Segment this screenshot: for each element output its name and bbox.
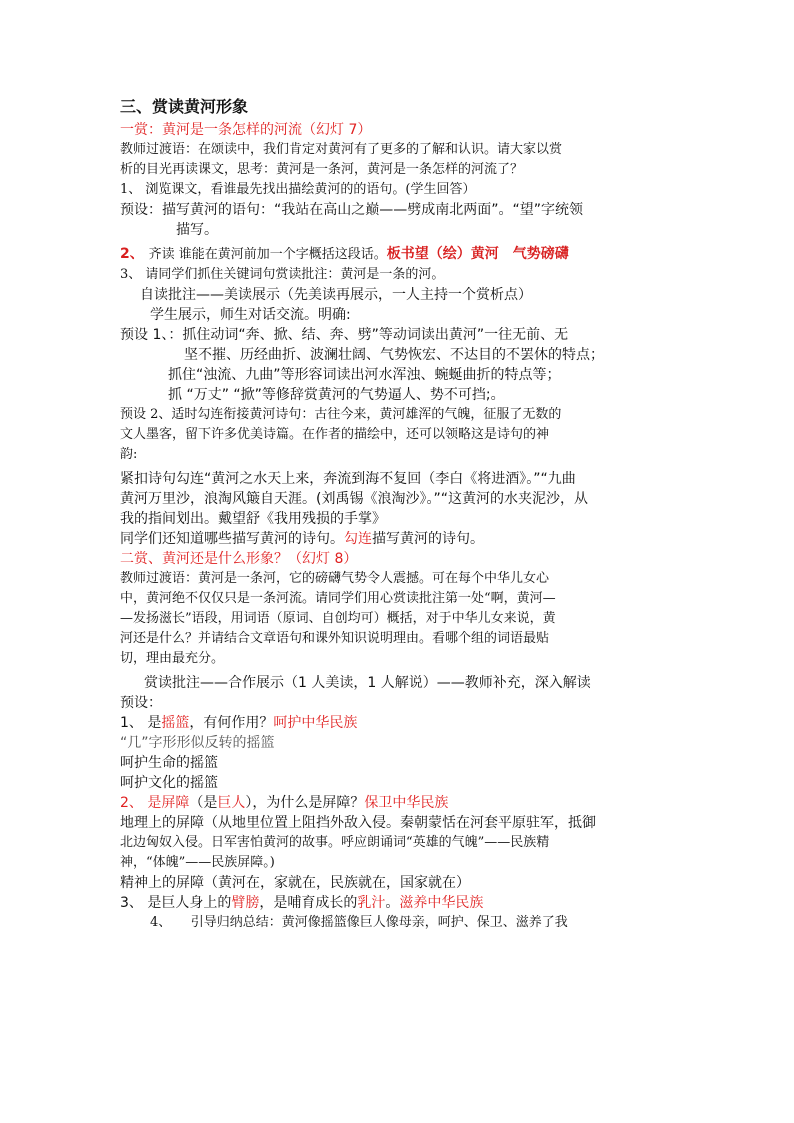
document-body — [120, 96, 680, 933]
s1-note-line: 学生展示，师生对话交流。明确: — [150, 307, 351, 323]
s2-intro-line: —发扬滋长”语段，用词语（原词、自创均可）概括，对于中华儿女来说，黄 — [120, 611, 556, 626]
text: 1、 是 — [120, 715, 162, 731]
s2-note: 赏读批注——合作展示（1 人美读，1 人解说）——教师补充，深入解读 — [144, 675, 591, 691]
highlight: 乳汁 — [357, 895, 386, 911]
board-note: 板书望（绘）黄河 气势磅礴 — [386, 246, 569, 262]
preset2-line: 我的指间划出。戴望舒《我用残损的手掌》 — [120, 511, 386, 527]
s1-item-3: 3、 请同学们抓住关键词句赏读批注：黄河是一条的河。 — [120, 267, 445, 282]
item-text: 齐读 谁能在黄河前加一个字概括这段话。 — [148, 247, 387, 262]
item2-line: 地理上的屏障（从地里位置上阻挡外敌入侵。秦朝蒙恬在河套平原驻军，抵御 — [120, 815, 596, 831]
preset-item-2 — [120, 793, 680, 813]
text: ，是哺育成长的 — [259, 895, 358, 911]
preset2-line: 文人墨客，留下许多优美诗篇。在作者的描绘中，还可以领略这是诗句的神 — [120, 427, 550, 442]
s1-intro-line: 析的目光再读课文，思考：黄河是一条河，黄河是一条怎样的河流了？ — [120, 162, 524, 177]
item-number: 2、 是 — [120, 795, 162, 811]
section-heading: 三、赏读黄河形象 — [120, 97, 249, 116]
text: ），为什么是屏障？ — [245, 795, 365, 811]
preset1-line: 抓住“浊流、九曲”等形容词读出河水浑浊、蜿蜒曲折的特点等； — [168, 367, 561, 383]
s2-intro-line: 切，理由最充分。 — [120, 651, 225, 666]
item2-line: 神，“体魄”——民族屏障。) — [120, 855, 275, 870]
preset2-line: 紧扣诗句勾连“黄河之水天上来，奔流到海不复回（李白《将进酒》。”“九曲 — [120, 471, 576, 487]
text: （是 — [189, 795, 218, 811]
text: 3、 是巨人身上的 — [120, 895, 232, 911]
highlight: 勾连 — [344, 531, 372, 547]
item2-line: 北边匈奴入侵。日军害怕黄河的故事。呼应朗诵词“英雄的气魄”——民族精 — [120, 835, 550, 850]
text: ，有何作用？ — [189, 715, 274, 731]
s1-item-1: 1、 浏览课文，看谁最先找出描绘黄河的的语句。(学生回答） — [120, 182, 476, 197]
s2-intro-line: 河还是什么？并请结合文章语句和课外知识说明理由。看哪个组的词语最贴 — [120, 631, 550, 646]
section2-title: 二赏、黄河还是什么形象？（幻灯 8） — [120, 551, 358, 567]
preset1-line: 坚不摧、历经曲折、波澜壮阔、气势恢宏、不达目的不罢休的特点； — [184, 347, 604, 363]
text: 。 — [385, 895, 400, 911]
preset-item-4: 4、 引导归纳总结：黄河像摇篮像巨人像母亲，呵护、保卫、滋养了我 — [150, 915, 568, 930]
highlight: 呵护中华民族 — [273, 715, 358, 731]
preset-item-3 — [120, 893, 680, 913]
preset2-line: 预设 2、适时勾连衔接黄河诗句：古往今来，黄河雄浑的气魄，征服了无数的 — [120, 407, 562, 422]
s1-note-line: 自读批注——美读展示（先美读再展示，一人主持一个赏析点） — [140, 287, 532, 303]
highlight: 摇篮 — [161, 715, 190, 731]
preset2-line: 韵: — [120, 447, 138, 462]
section1-title: 一赏：黄河是一条怎样的河流（幻灯 7） — [120, 122, 372, 138]
highlight: 保卫中华民族 — [364, 795, 449, 811]
s1-intro-line: 教师过渡语：在颂读中，我们肯定对黄河有了更多的了解和认识。请大家以赏 — [120, 142, 563, 157]
s1-item-2 — [120, 244, 680, 265]
item1-line: “几”字形形似反转的摇篮 — [120, 735, 275, 751]
s2-intro-line: 中，黄河绝不仅仅只是一条河流。请同学们用心赏读批注第一处“啊，黄河— — [120, 591, 556, 606]
text: 同学们还知道哪些描写黄河的诗句。 — [120, 531, 344, 547]
text: 描写黄河的诗句。 — [372, 531, 484, 547]
highlight: 屏障 — [161, 795, 190, 811]
s2-preset: 预设： — [120, 695, 162, 711]
item1-line: 呵护生命的摇篮 — [120, 755, 218, 771]
s1-preset-line: 预设：描写黄河的语句：“我站在高山之巅——劈成南北两面”。“望”字统领 — [120, 202, 584, 218]
highlight: 巨人 — [217, 795, 246, 811]
item1-line: 呵护文化的摇篮 — [120, 775, 218, 791]
preset1-line: 抓 “万丈” “掀”等修辞赏黄河的气势逼人、势不可挡;。 — [168, 387, 505, 403]
preset2-line: 黄河万里沙，浪淘风簸自天涯。(刘禹锡《浪淘沙》。”“这黄河的水夹泥沙，从 — [120, 491, 588, 507]
highlight: 臂膀 — [231, 895, 260, 911]
item-number: 2、 — [120, 246, 149, 262]
highlight: 滋养中华民族 — [399, 895, 484, 911]
s2-intro-line: 教师过渡语：黄河是一条河，它的磅礴气势令人震撼。可在每个中华儿女心 — [120, 571, 550, 586]
s1-preset-line: 描写。 — [176, 222, 218, 238]
item2-line: 精神上的屏障（黄河在，家就在，民族就在，国家就在） — [120, 875, 470, 891]
preset2-line — [120, 529, 680, 549]
preset1-line: 预设 1、：抓住动词“奔、掀、结、奔、劈”等动词读出黄河”一往无前、无 — [120, 327, 569, 343]
preset-item-1 — [120, 713, 680, 733]
